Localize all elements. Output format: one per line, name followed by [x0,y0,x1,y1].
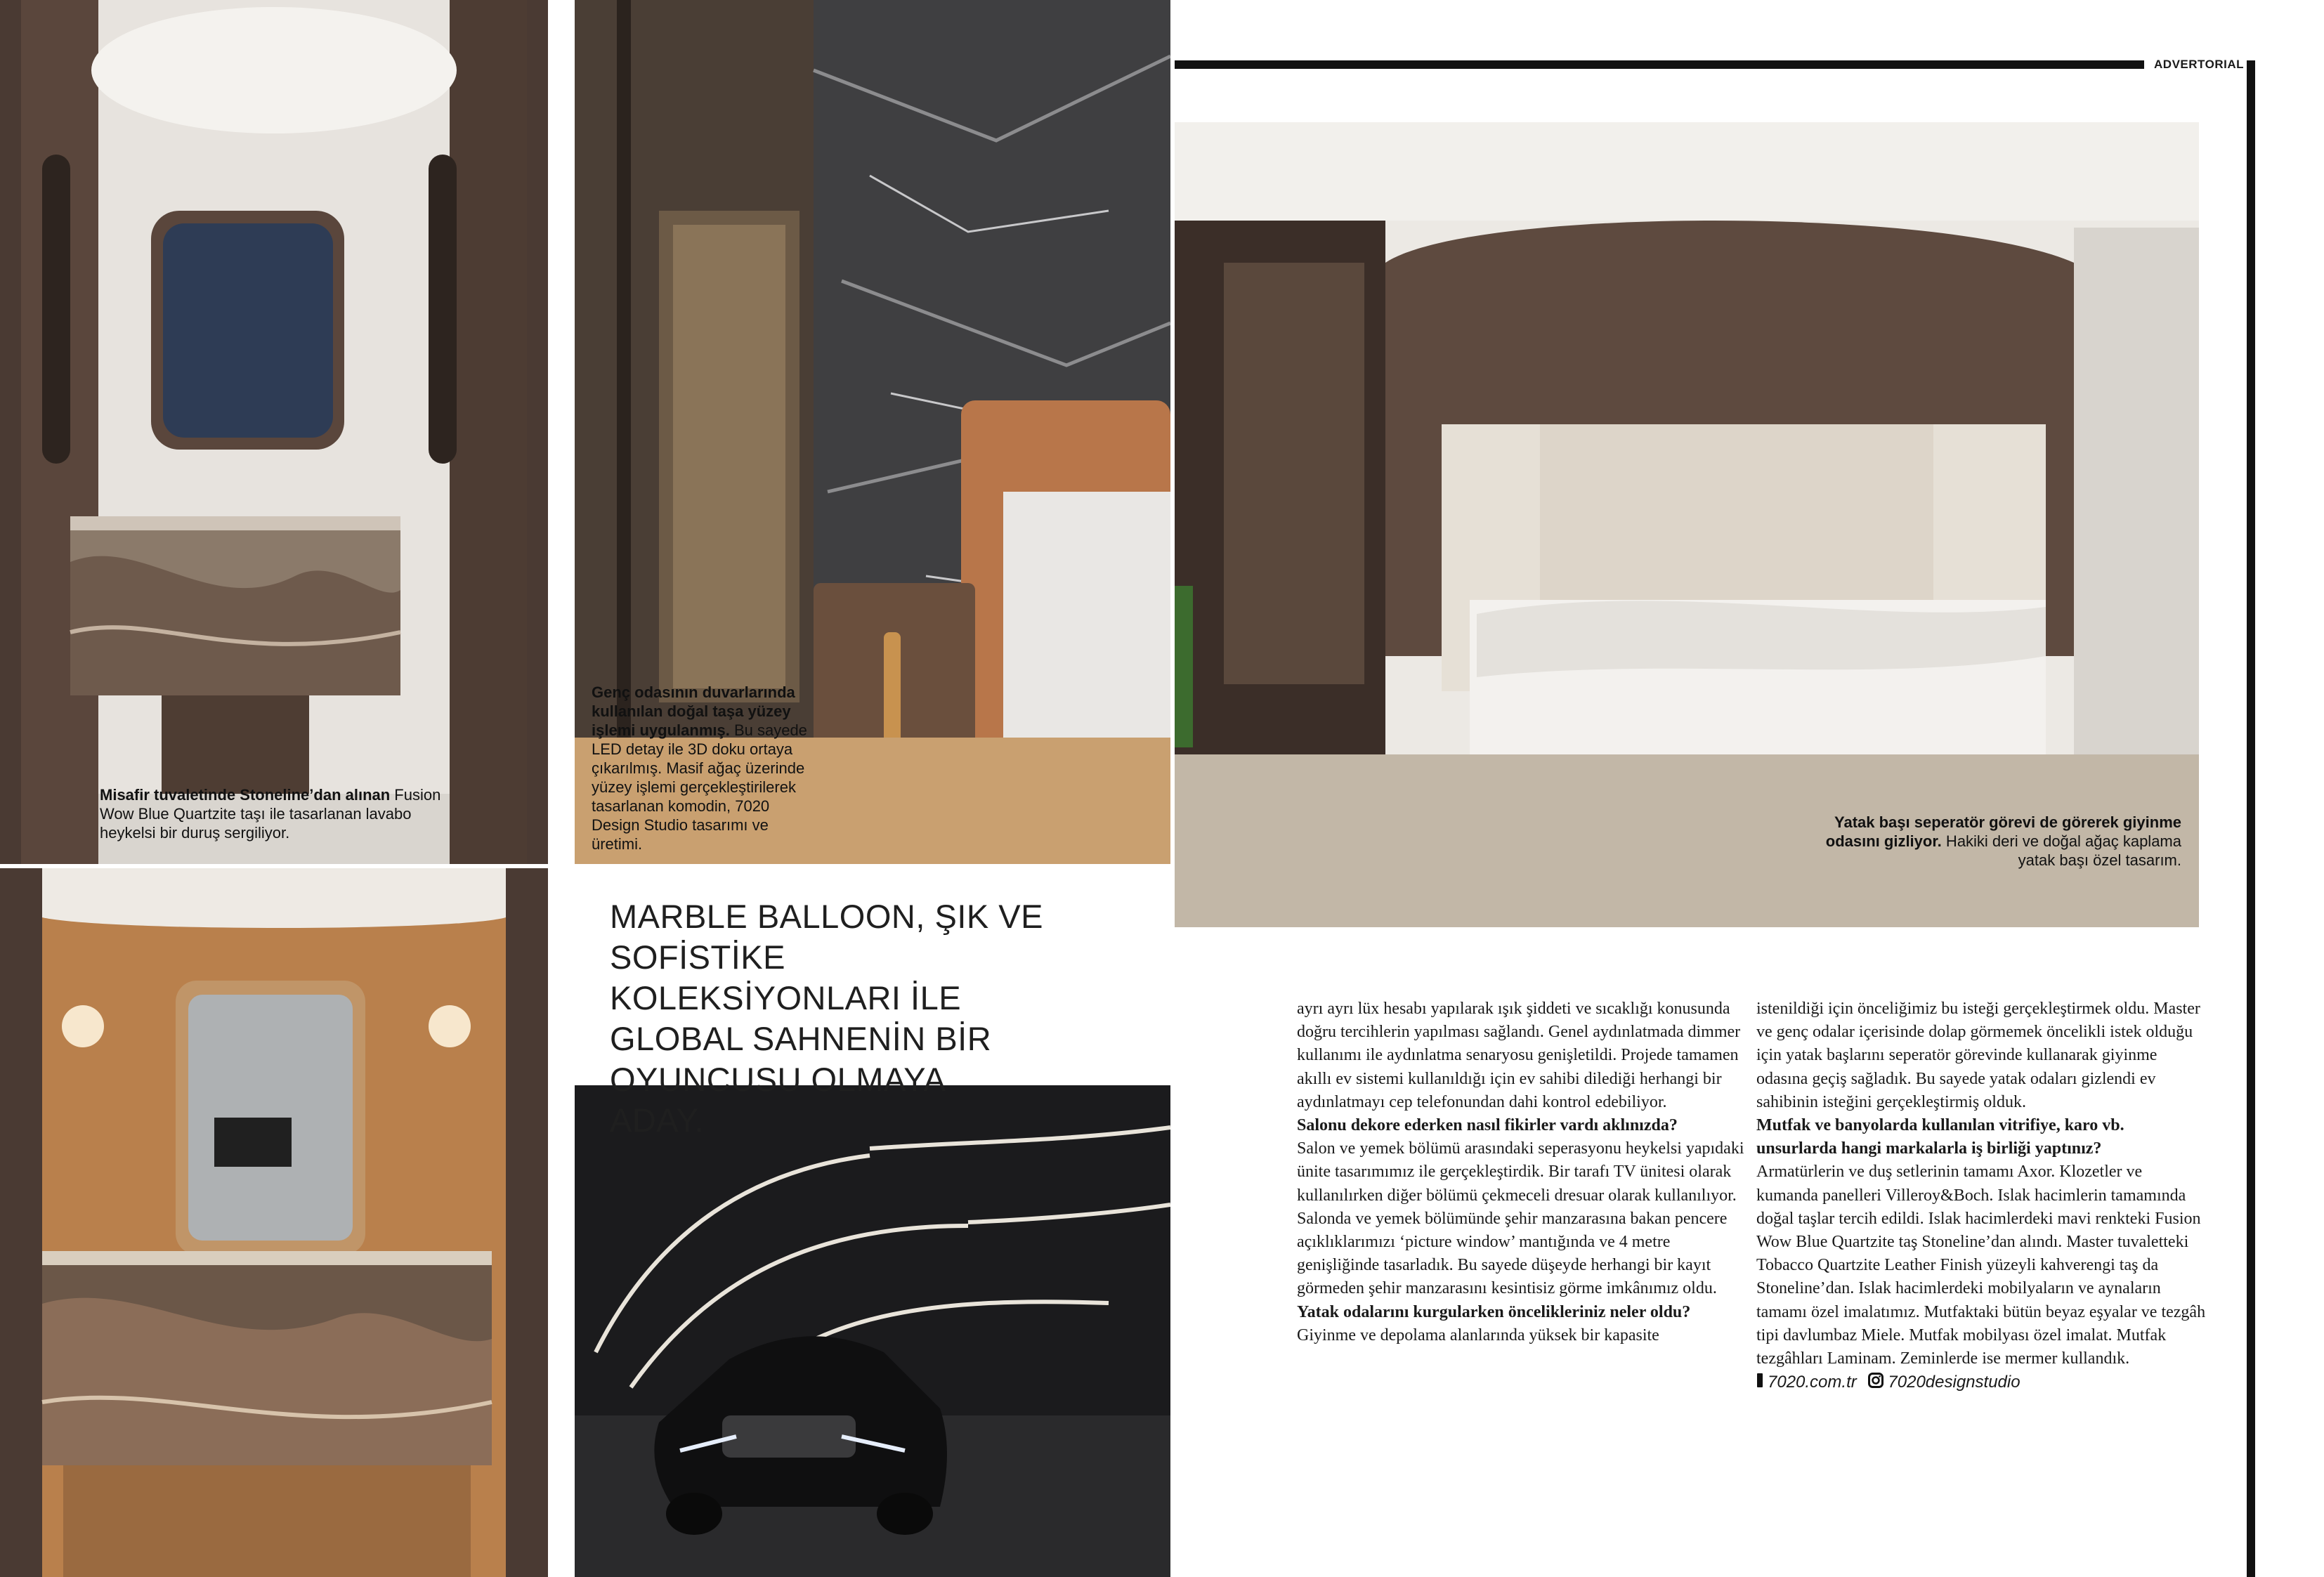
body-paragraph: Armatürlerin ve duş setlerinin tamamı Axor. Klozetler ve kumanda panelleri Villeroy&Boch. Islak hacimlerin tamamında doğal taşlar tercih edildi. Islak hacimlerdeki mavi renkteki Fusion Wow Blue Quartzite taş Stoneline’dan alındı. Master tuvaletteki Tobacco Quartzite Leather Finish yüzeyli kahverengi taş da Stoneline’dan. Islak hacimlerdeki mobilyaların ve aynaların tamamı özel imalatımız. Mutfaktaki bütün beyaz eşyalar ve tezgâh tipi davlumbaz Miele. Mutfak mobilyası özel imalat. Mutfak tezgâhları Laminam. Zeminlerde ise mermer kullandık. [1756,1163,2206,1368]
caption-bedroom-bold: Yatak başı seperatör görevi de görerek giyinme odasını gizliyor. [1825,813,2181,850]
article-column-2-body [1756,997,2206,1370]
interview-question: Mutfak ve banyolarda kullanılan vitrifiye, karo vb. unsurlarda hangi markalarla iş birliği yaptınız? [1756,1116,2124,1158]
instagram-icon [1868,1371,1884,1394]
body-paragraph: istenildiği için önceliğimiz bu isteği gerçekleştirmek oldu. Master ve genç odalar içerisinde dolap görmemek öncelikli istek olduğu için yatak başlarını seperatör görevinde kullanarak giyinme odasına geçiş sağladık. Bu sayede yatak odaları gizlendi ev sahibinin isteğini gerçekleştirmiş olduk. [1756,1000,2200,1111]
caption-youth-room [592,683,809,853]
top-rule [1175,60,2144,69]
caption-bedroom-text: Hakiki deri ve doğal ağaç kaplama yatak başı özel tasarım. [1941,832,2181,869]
advertorial-label: ADVERTORIAL [2154,58,2244,71]
caption-bedroom [1799,813,2181,870]
pull-quote-headline: MARBLE BALLOON, ŞIK VE SOFİSTİKE KOLEKSİYONLARI İLE GLOBAL SAHNENİN BİR OYUNCUSU OLMAYA ADAY. [610,898,1043,1139]
body-paragraph: Salon ve yemek bölümü arasındaki seperasyonu heykelsi yapıdaki ünite tasarımımız ile gerçekleştirdik. Bir tarafı TV ünitesi olarak kullanılırken diğer bölümü çekmeceli dresuar olarak kullanılıyor. Salonda ve yemek bölümünde şehir manzarasına bakan pencere açıklıklarımızı ‘picture window’ mantığında ve 4 metre genişliğinde tasarladık. Bu sayede düşeyde herhangi bir kayıt görmeden şehir manzarasını kesintisiz görme imkânımız oldu. [1297,1139,1744,1298]
interview-question: Yatak odalarını kurgularken öncelikleriniz neler oldu? [1297,1302,1691,1321]
photo-master-bath [0,868,548,1577]
caption-youth-room-bold: Genç odasının duvarlarında kullanılan doğal taşa yüzey işlemi uygulanmış. [592,683,795,739]
contact-links [1756,1370,2206,1394]
web-link[interactable]: 7020.com.tr [1768,1373,1857,1392]
article-column-1 [1297,997,1747,1347]
instagram-link[interactable]: 7020designstudio [1888,1373,2021,1392]
web-icon [1756,1371,1763,1394]
caption-guest-wc-bold: Misafir tuvaletinde Stoneline’dan alınan [100,786,391,804]
side-rule [2247,60,2255,1577]
photo-guest-wc [0,0,548,864]
caption-youth-room-text: Bu sayede LED detay ile 3D doku ortaya çıkarılmış. Masif ağaç üzerinde yüzey işlemi gerçekleştirilerek tasarlanan komodin, 7020 Design Studio tasarımı ve üretimi. [592,721,807,853]
body-paragraph: ayrı ayrı lüx hesabı yapılarak ışık şiddeti ve sıcaklığı konusunda doğru tercihlerin yapılması sağlandı. Genel aydınlatmada dimmer kullanımı ile aydınlatma senaryosu genişletildi. Projede tamamen akıllı ev sistemi kullanıldığı için ev sahibi dilediği herhangi bir aydınlatmayı cep telefonundan dahi kontrol edebiliyor. [1297,1000,1741,1111]
caption-guest-wc-text: Fusion Wow Blue Quartzite taşı ile tasarlanan lavabo heykelsi bir duruş sergiliyor. [100,786,441,842]
article-column-2 [1756,997,2206,1395]
caption-guest-wc [100,785,444,842]
interview-question: Salonu dekore ederken nasıl fikirler vardı aklınızda? [1297,1116,1678,1135]
body-paragraph: Giyinme ve depolama alanlarında yüksek bir kapasite [1297,1326,1659,1344]
photo-master-bedroom [1175,122,2199,927]
photo-garage [575,1085,1170,1577]
